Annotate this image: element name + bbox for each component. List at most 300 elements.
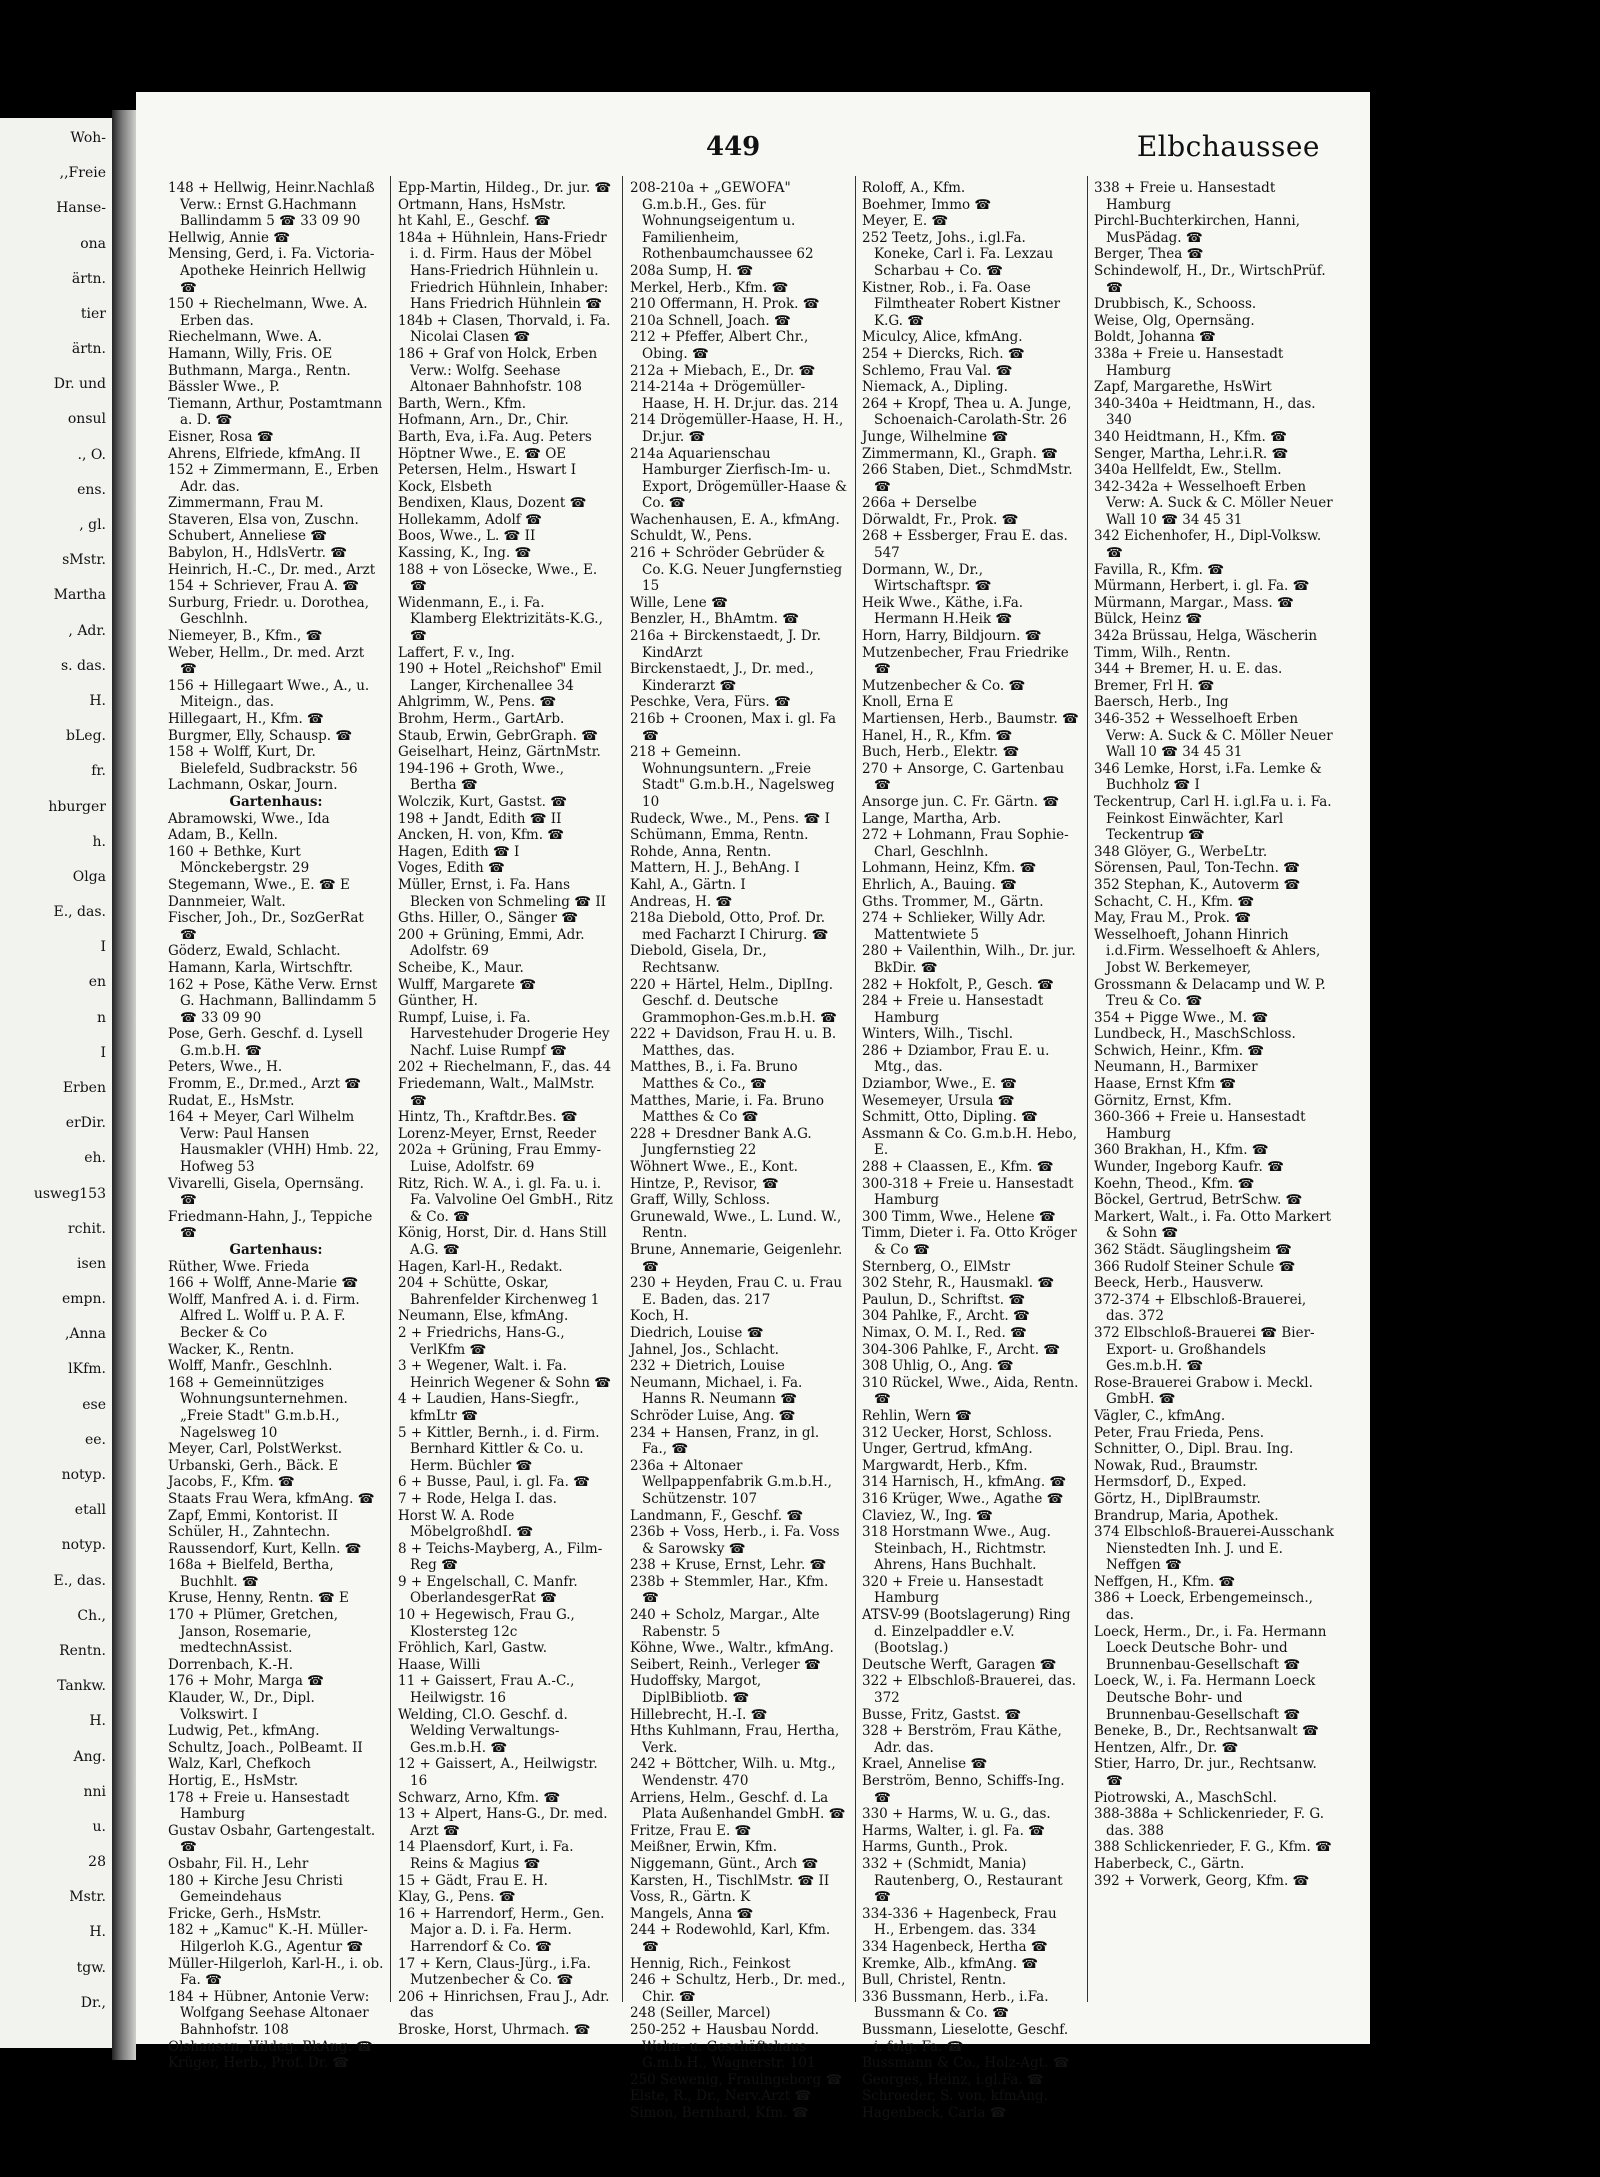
directory-entry: 344 + Bremer, H. u. E. das. xyxy=(1094,661,1283,678)
directory-entry: Kassing, K., Ing. ☎ xyxy=(398,545,532,562)
directory-entry: Roloff, A., Kfm. xyxy=(862,180,966,196)
directory-entry: Loeck, W., i. Fa. Hermann Loeck Deutsche Bohr- und Brunnenbau-Gesellschaft ☎ xyxy=(1094,1673,1316,1723)
directory-entry: Böckel, Gertrud, BetrSchw. ☎ xyxy=(1094,1192,1303,1209)
directory-entry: Göderz, Ewald, Schlacht. xyxy=(168,943,341,960)
directory-entry: Niemeyer, B., Kfm., ☎ xyxy=(168,628,323,645)
directory-entry: Horn, Harry, Bildjourn. ☎ xyxy=(862,628,1042,645)
directory-entry: Laffert, F. v., Ing. xyxy=(398,644,515,661)
directory-entry: 342-342a + Wesselhoeft Erben Verw: A. Suck & C. Möller Neuer Wall 10 ☎ 34 45 31 xyxy=(1094,478,1333,528)
directory-entry: Boos, Wwe., L. ☎ II xyxy=(398,528,536,545)
directory-entry: 342a Brüssau, Helga, Wäscherin xyxy=(1094,628,1318,645)
directory-column-1 xyxy=(168,180,384,2072)
directory-entry: Schwarz, Arno, Kfm. ☎ xyxy=(398,1789,561,1806)
directory-entry: 252 Teetz, Johs., i.gl.Fa. Koneke, Carl i. Fa. Lexzau Scharbau + Co. ☎ xyxy=(862,229,1054,279)
directory-entry: 188 + von Lösecke, Wwe., E. ☎ xyxy=(398,561,598,595)
directory-entry: Fischer, Joh., Dr., SozGerRat ☎ xyxy=(168,910,364,943)
directory-entry: 180 + Kirche Jesu Christi Gemeindehaus xyxy=(168,1872,343,1906)
directory-entry: Bussmann & Co., Holz-Agt. ☎ xyxy=(862,2055,1070,2072)
directory-entry: Barth, Wern., Kfm. xyxy=(398,395,527,412)
directory-entry: Ludwig, Pet., kfmAng. xyxy=(168,1723,320,1740)
directory-entry: Niemack, A., Dipling. xyxy=(862,379,1008,396)
directory-entry: Brohm, Herm., GartArb. xyxy=(398,711,565,727)
directory-entry: 310 Rückel, Wwe., Aida, Rentn. ☎ xyxy=(862,1374,1079,1408)
directory-entry: 232 + Dietrich, Louise xyxy=(630,1358,785,1375)
directory-entry: Lachmann, Oskar, Journ. xyxy=(168,777,338,794)
directory-entry: Krael, Annelise ☎ xyxy=(862,1756,988,1773)
directory-entry: 346-352 + Wesselhoeft Erben Verw: A. Suck & C. Möller Neuer Wall 10 ☎ 34 45 31 xyxy=(1094,711,1333,761)
directory-entry: Gartenhaus: xyxy=(229,793,323,810)
directory-entry: 9 + Engelschall, C. Manfr. OberlandesgerRat ☎ xyxy=(398,1573,578,1607)
directory-entry: 214 Drögemüller-Haase, H. H., Dr.jur. ☎ xyxy=(630,412,844,445)
directory-entry: Wolff, Manfr., Geschlnh. xyxy=(168,1358,333,1375)
directory-entry: Rüther, Wwe. Frieda xyxy=(168,1258,310,1275)
directory-entry: Wunder, Ingeborg Kaufr. ☎ xyxy=(1094,1159,1284,1176)
directory-entry: Ancken, H. von, Kfm. ☎ xyxy=(398,827,565,844)
directory-entry: 6 + Busse, Paul, i. gl. Fa. ☎ xyxy=(398,1474,590,1491)
directory-entry: Weber, Hellm., Dr. med. Arzt ☎ xyxy=(168,644,365,678)
directory-entry: ht Kahl, E., Geschf. ☎ xyxy=(398,213,551,230)
directory-entry: 242 + Böttcher, Wilh. u. Mtg., Wendenstr. 470 xyxy=(630,1756,836,1789)
facing-page-text: en xyxy=(88,974,106,990)
directory-entry: Wulff, Margarete ☎ xyxy=(398,976,537,993)
directory-entry: 340a Hellfeldt, Ew., Stellm. xyxy=(1094,462,1282,479)
directory-entry: 15 + Gädt, Frau E. H. xyxy=(398,1872,548,1889)
facing-page-text: Rentn. xyxy=(59,1643,106,1659)
facing-page-text: notyp. xyxy=(61,1467,106,1483)
directory-entry: Zapf, Margarethe, HsWirt xyxy=(1094,379,1272,396)
directory-entry: Drubbisch, K., Schooss. xyxy=(1094,296,1257,313)
directory-entry: Ritz, Rich. W. A., i. gl. Fa. u. i. Fa. Valvoline Oel GmbH., Ritz & Co. ☎ xyxy=(398,1175,613,1225)
directory-entry: Buch, Herb., Elektr. ☎ xyxy=(862,744,1020,761)
directory-entry: 236a + Altonaer Wellpappenfabrik G.m.b.H., Schützenstr. 107 xyxy=(630,1457,832,1507)
directory-entry: Merkel, Herb., Kfm. ☎ xyxy=(630,279,789,296)
directory-entry: 272 + Lohmann, Frau Sophie-Charl, Geschlnh. xyxy=(862,827,1069,860)
directory-entry: 3 + Wegener, Walt. i. Fa. Heinrich Wegener & Sohn ☎ xyxy=(398,1358,612,1391)
directory-entry: Wesselhoeft, Johann Hinrich i.d.Firm. Wesselhoeft & Ahlers, Jobst W. Berkemeyer, xyxy=(1094,926,1321,976)
directory-entry: Schüler, H., Zahntechn. xyxy=(168,1524,331,1541)
directory-entry: Bülck, Heinz ☎ xyxy=(1094,611,1203,628)
directory-entry: Zimmermann, Frau M. xyxy=(168,495,324,512)
facing-page-text: Ch., xyxy=(77,1608,106,1624)
directory-entry: Simon, Bernhard, Kfm. ☎ xyxy=(630,2104,809,2121)
directory-entry: Hillebrecht, H.-I. ☎ xyxy=(630,1706,768,1723)
directory-entry: Voges, Edith ☎ xyxy=(398,860,505,877)
directory-entry: Hortig, E., HsMstr. xyxy=(168,1773,299,1789)
directory-entry: 340 Heidtmann, H., Kfm. ☎ xyxy=(1094,428,1287,445)
facing-page-text: E., das. xyxy=(53,904,106,920)
directory-entry: Jacobs, F., Kfm. ☎ xyxy=(168,1474,295,1491)
facing-page-text: Olga xyxy=(72,869,106,885)
facing-page-text: Dr. und xyxy=(53,376,106,392)
directory-entry: 17 + Kern, Claus-Jürg., i.Fa. Mutzenbecher & Co. ☎ xyxy=(398,1955,591,1989)
facing-page-text: tgw. xyxy=(76,1960,106,1976)
directory-entry: 186 + Graf von Holck, Erben Verw.: Wolfg. Seehase Altonaer Bahnhofstr. 108 xyxy=(398,345,598,396)
directory-entry: 308 Uhlig, O., Ang. ☎ xyxy=(862,1358,1014,1375)
directory-entry: 5 + Kittler, Bernh., i. d. Firm. Bernhard Kittler & Co. u. Herm. Büchler ☎ xyxy=(398,1424,600,1474)
directory-entry: Hintze, P., Revisor, ☎ xyxy=(630,1175,779,1192)
directory-entry: Buthmann, Marga., Rentn. xyxy=(168,362,351,379)
directory-entry: 284 + Freie u. Hansestadt Hamburg xyxy=(862,993,1044,1026)
directory-entry: Karsten, H., TischlMstr. ☎ II xyxy=(630,1872,830,1889)
directory-entry: Knoll, Erna E xyxy=(862,694,954,711)
directory-entry: 250-252 + Hausbau Nordd. Wohn- u. Geschäftshaus G.m.b.H., Wagnerstr. 101 xyxy=(630,2021,820,2072)
directory-entry: Neffgen, H., Kfm. ☎ xyxy=(1094,1573,1236,1590)
directory-entry: Meyer, E. ☎ xyxy=(862,213,949,230)
directory-entry: 312 Uecker, Horst, Schloss. xyxy=(862,1424,1053,1441)
directory-entry: 274 + Schlieker, Willy Adr. Mattentwiete 5 xyxy=(862,910,1046,943)
directory-entry: Ahlgrimm, W., Pens. ☎ xyxy=(398,694,557,711)
directory-entry: Birckenstaedt, J., Dr. med., Kinderarzt ☎ xyxy=(630,661,814,694)
directory-entry: Zimmermann, Kl., Graph. ☎ xyxy=(862,445,1058,462)
directory-entry: Heik Wwe., Käthe, i.Fa. Hermann H.Heik ☎ xyxy=(862,594,1024,628)
directory-page xyxy=(136,92,1370,2121)
directory-entry: 366 Rudolf Steiner Schule ☎ xyxy=(1094,1258,1296,1275)
directory-entry: Senger, Martha, Lehr.i.R. ☎ xyxy=(1094,445,1289,462)
directory-entry: Friedemann, Walt., MalMstr. ☎ xyxy=(398,1076,595,1109)
directory-entry: Schröder Luise, Ang. ☎ xyxy=(630,1407,796,1424)
directory-entry: Neumann, Else, kfmAng. xyxy=(398,1308,569,1325)
directory-entry: 386 + Loeck, Erbengemeinsch., das. xyxy=(1094,1590,1313,1624)
directory-entry: 268 + Essberger, Frau E. das. 547 xyxy=(862,528,1068,562)
directory-entry: Görnitz, Ernst, Kfm. xyxy=(1094,1092,1232,1109)
directory-entry: Neumann, H., Barmixer xyxy=(1094,1059,1258,1076)
facing-page-text: I xyxy=(100,1045,106,1061)
directory-entry: Matthes, B., i. Fa. Bruno Matthes & Co., ☎ xyxy=(630,1059,798,1093)
directory-entry: 318 Horstmann Wwe., Aug. Steinbach, H., Richtmstr. Ahrens, Hans Buchhalt. xyxy=(862,1524,1051,1574)
facing-page-text: rchit. xyxy=(67,1221,106,1237)
directory-entry: Wöhnert Wwe., E., Kont. xyxy=(630,1159,798,1176)
directory-entry: Bässler Wwe., P. xyxy=(168,379,280,396)
directory-entry: 210a Schnell, Joach. ☎ xyxy=(630,312,791,329)
directory-entry: Görtz, H., DiplBraumstr. xyxy=(1094,1490,1261,1507)
directory-entry: Raussendorf, Kurt, Kelln. ☎ xyxy=(168,1540,362,1557)
directory-entry: 288 + Claassen, E., Kfm. ☎ xyxy=(862,1159,1054,1176)
directory-entry: 160 + Bethke, Kurt Mönckebergstr. 29 xyxy=(168,843,310,877)
directory-entry: Sternberg, O., ElMstr xyxy=(862,1258,1011,1275)
directory-entry: Hanel, H., R., Kfm. ☎ xyxy=(862,727,1013,744)
directory-entry: Lohmann, Heinz, Kfm. ☎ xyxy=(862,860,1037,877)
directory-entry: Hollekamm, Adolf ☎ xyxy=(398,511,542,528)
facing-page-text: bLeg. xyxy=(66,728,106,744)
directory-entry: Rudeck, Wwe., M., Pens. ☎ I xyxy=(630,810,830,827)
facing-page-text: ens. xyxy=(77,482,106,498)
directory-entry: 12 + Gaissert, A., Heilwigstr. 16 xyxy=(398,1756,598,1789)
directory-entry: Ansorge jun. C. Fr. Gärtn. ☎ xyxy=(862,793,1060,810)
directory-entry: Teckentrup, Carl H. i.gl.Fa u. i. Fa. Feinkost Einwächter, Karl Teckentrup ☎ xyxy=(1094,793,1332,844)
directory-entry: 238b + Stemmler, Har., Kfm. ☎ xyxy=(630,1573,829,1607)
directory-entry: Bendixen, Klaus, Dozent ☎ xyxy=(398,495,587,512)
directory-entry: Schacht, C. H., Kfm. ☎ xyxy=(1094,893,1255,910)
directory-entry: Neumann, Michael, i. Fa. Hanns R. Neumann ☎ xyxy=(630,1374,803,1408)
directory-entry: 320 + Freie u. Hansestadt Hamburg xyxy=(862,1573,1044,1607)
directory-entry: 254 + Diercks, Rich. ☎ xyxy=(862,345,1025,362)
directory-entry: 352 Stephan, K., Autoverm ☎ xyxy=(1094,876,1301,893)
directory-entry: 190 + Hotel „Reichshof" Emil Langer, Kirchenallee 34 xyxy=(398,661,602,694)
facing-page-text: notyp. xyxy=(61,1537,106,1553)
directory-entry: 300 Timm, Wwe., Helene ☎ xyxy=(862,1208,1056,1225)
directory-entry: Berger, Thea ☎ xyxy=(1094,246,1204,263)
facing-page-text: ., O. xyxy=(77,447,106,463)
directory-entry: 322 + Elbschloß-Brauerei, das. 372 xyxy=(862,1673,1077,1707)
directory-entry: 220 + Härtel, Helm., DiplIng. Geschf. d. Deutsche Grammophon-Ges.m.b.H. ☎ xyxy=(630,976,837,1026)
directory-entry: 338a + Freie u. Hansestadt Hamburg xyxy=(1094,345,1284,379)
directory-entry: Dörwaldt, Fr., Prok. ☎ xyxy=(862,511,1019,528)
directory-entry: 244 + Rodewohld, Karl, Kfm. ☎ xyxy=(630,1922,831,1955)
facing-page-text: n xyxy=(96,1010,106,1026)
directory-entry: Diedrich, Louise ☎ xyxy=(630,1324,764,1341)
directory-entry: Heinrich, H.-C., Dr. med., Arzt xyxy=(168,561,376,578)
facing-page-text: Dr., xyxy=(80,1995,106,2011)
directory-entry: 7 + Rode, Helga I. das. xyxy=(398,1490,557,1507)
directory-entry: Müller, Ernst, i. Fa. Hans Blecken von Schmeling ☎ II xyxy=(398,876,607,910)
facing-page-text: lKfm. xyxy=(68,1361,106,1377)
facing-page-text: ärtn. xyxy=(71,271,106,287)
column-rule xyxy=(855,176,856,2002)
directory-entry: Margwardt, Herb., Kfm. xyxy=(862,1457,1028,1474)
directory-entry: Epp-Martin, Hildeg., Dr. jur. ☎ xyxy=(398,180,612,196)
facing-page-text: I xyxy=(100,939,106,955)
directory-entry: Schuldt, W., Pens. xyxy=(630,528,752,545)
directory-entry: Babylon, H., HdlsVertr. ☎ xyxy=(168,545,348,562)
directory-entry: Rumpf, Luise, i. Fa. Harvestehuder Drogerie Hey Nachf. Luise Rumpf ☎ xyxy=(398,1009,610,1059)
facing-page-text: etall xyxy=(74,1502,106,1518)
directory-entry: Pirchl-Buchterkirchen, Hanni, MusPädag. ☎ xyxy=(1094,213,1301,246)
directory-entry: Barth, Eva, i.Fa. Aug. Peters xyxy=(398,428,592,445)
directory-entry: Kistner, Rob., i. Fa. Oase Filmtheater Robert Kistner K.G. ☎ xyxy=(862,279,1061,329)
directory-entry: 264 + Kropf, Thea u. A. Junge, Schoenaich-Carolath-Str. 26 xyxy=(862,395,1072,429)
directory-entry: 168 + Gemeinnütziges Wohnungsunternehmen. „Freie Stadt" G.m.b.H., Nagelsweg 10 xyxy=(168,1374,348,1441)
directory-entry: Wolczik, Kurt, Gastst. ☎ xyxy=(398,793,568,810)
directory-entry: 240 + Scholz, Margar., Alte Rabenstr. 5 xyxy=(630,1607,820,1640)
directory-entry: Loeck, Herm., Dr., i. Fa. Hermann Loeck Deutsche Bohr- und Brunnenbau-Gesellschaft ☎ xyxy=(1094,1623,1327,1673)
directory-entry: 184 + Hübner, Antonie Verw: Wolfgang Seehase Altonaer Bahnhofstr. 108 xyxy=(168,1988,370,2038)
directory-entry: Meißner, Erwin, Kfm. xyxy=(630,1839,778,1856)
directory-entry: 218 + Gemeinn. Wohnungsuntern. „Freie Stadt" G.m.b.H., Nagelsweg 10 xyxy=(630,744,835,810)
directory-entry: 166 + Wolff, Anne-Marie ☎ xyxy=(168,1275,359,1292)
directory-entry: 212a + Miebach, E., Dr. ☎ xyxy=(630,362,816,379)
directory-entry: 354 + Pigge Wwe., M. ☎ xyxy=(1094,1009,1269,1026)
directory-entry: 212 + Pfeffer, Albert Chr., Obing. ☎ xyxy=(630,329,809,362)
directory-entry: Grunewald, Wwe., L. Lund. W., Rentn. xyxy=(630,1208,842,1242)
directory-entry: 334-336 + Hagenbeck, Frau H., Erbengem. das. 334 xyxy=(862,1905,1057,1939)
directory-entry: Schnitter, O., Dipl. Brau. Ing. xyxy=(1094,1441,1294,1458)
directory-entry: 304 Pahlke, F., Archt. ☎ xyxy=(862,1308,1030,1325)
directory-entry: Deutsche Werft, Garagen ☎ xyxy=(862,1656,1057,1673)
directory-entry: 164 + Meyer, Carl Wilhelm Verw: Paul Hansen Hausmakler (VHH) Hmb. 22, Hofweg 53 xyxy=(168,1109,379,1176)
directory-entry: Mensing, Gerd, i. Fa. Victoria-Apotheke Heinrich Hellwig ☎ xyxy=(168,246,375,296)
directory-entry: Stier, Harro, Dr. jur., Rechtsanw. ☎ xyxy=(1094,1756,1317,1789)
directory-entry: Gustav Osbahr, Gartengestalt. ☎ xyxy=(168,1822,376,1856)
directory-entry: 178 + Freie u. Hansestadt Hamburg xyxy=(168,1789,350,1823)
directory-entry: Nowak, Rud., Braumstr. xyxy=(1094,1457,1259,1474)
directory-entry: Staveren, Elsa von, Zuschn. xyxy=(168,511,359,528)
directory-entry: 162 + Pose, Käthe Verw. Ernst G. Hachmann, Ballindamm 5 ☎ 33 09 90 xyxy=(168,976,378,1026)
directory-entry: 374 Elbschloß-Brauerei-Ausschank Nienstedten Inh. J. und E. Neffgen ☎ xyxy=(1094,1524,1334,1574)
facing-page-text: ,,Freie xyxy=(59,165,106,181)
directory-entry: 222 + Davidson, Frau H. u. B. Matthes, das. xyxy=(630,1026,837,1059)
directory-entry: Berström, Benno, Schiffs-Ing. ☎ xyxy=(862,1773,1065,1806)
directory-entry: Junge, Wilhelmine ☎ xyxy=(862,428,1009,445)
directory-entry: Beeck, Herb., Hausverw. xyxy=(1094,1275,1264,1292)
directory-entry: Haase, Ernst Kfm ☎ xyxy=(1094,1076,1237,1093)
directory-entry: Osbahr, Fil. H., Lehr xyxy=(168,1855,309,1872)
directory-entry: 330 + Harms, W. u. G., das. xyxy=(862,1806,1051,1823)
directory-entry: Brune, Annemarie, Geigenlehr. ☎ xyxy=(630,1242,843,1275)
facing-page-text: H. xyxy=(89,693,106,709)
directory-entry: 362 Städt. Säuglingsheim ☎ xyxy=(1094,1242,1292,1258)
facing-page-text: 28 xyxy=(88,1854,106,1870)
directory-entry: 204 + Schütte, Oskar, Bahrenfelder Kirchenweg 1 xyxy=(398,1275,600,1308)
directory-entry: 154 + Schriever, Frau A. ☎ xyxy=(168,578,360,595)
directory-entry: Hentzen, Alfr., Dr. ☎ xyxy=(1094,1739,1239,1756)
directory-column-2 xyxy=(398,180,614,2038)
directory-entry: Boldt, Johanna ☎ xyxy=(1094,329,1216,346)
directory-entry: Adam, B., Kelln. xyxy=(168,827,278,844)
directory-entry: Riechelmann, Wwe. A. xyxy=(168,329,322,346)
directory-entry: Hellwig, Annie ☎ xyxy=(168,229,291,246)
directory-entry: 250 Sewenig, Fraulngeborg ☎ xyxy=(630,2071,843,2088)
directory-entry: 266 Staben, Diet., SchmdMstr. ☎ xyxy=(862,462,1073,495)
directory-entry: Hagenbeck, Carla ☎ xyxy=(862,2104,1007,2121)
directory-entry: Widenmann, E., i. Fa. Klamberg Elektrizitäts-K.G., ☎ xyxy=(398,594,603,645)
directory-entry: Schmitt, Otto, Dipling. ☎ xyxy=(862,1109,1038,1126)
directory-entry: 302 Stehr, R., Hausmakl. ☎ xyxy=(862,1275,1055,1292)
directory-entry: Markert, Walt., i. Fa. Otto Markert & Sohn ☎ xyxy=(1094,1208,1332,1242)
directory-entry: Peters, Wwe., H. xyxy=(168,1059,283,1076)
directory-entry: 360-366 + Freie u. Hansestadt Hamburg xyxy=(1094,1109,1306,1142)
directory-entry: Lorenz-Meyer, Ernst, Reeder xyxy=(398,1125,597,1142)
directory-entry: 170 + Plümer, Gretchen, Janson, Rosemarie, medtechnAssist. xyxy=(168,1607,338,1657)
directory-entry: 200 + Grüning, Emmi, Adr. Adolfstr. 69 xyxy=(398,926,585,960)
directory-entry: Weise, Olg, Opernsäng. xyxy=(1094,312,1255,329)
directory-entry: Kock, Elsbeth xyxy=(398,478,493,495)
directory-column-4 xyxy=(862,180,1080,2121)
facing-page-text: h. xyxy=(92,834,106,850)
facing-page-text: erDir. xyxy=(65,1115,106,1131)
directory-entry: Broske, Horst, Uhrmach. ☎ xyxy=(398,2021,591,2038)
directory-entry: Welding, Cl.O. Geschf. d. Welding Verwaltungs-Ges.m.b.H. ☎ xyxy=(398,1706,568,1756)
directory-entry: May, Frau M., Prok. ☎ xyxy=(1094,910,1252,927)
directory-entry: Diebold, Gisela, Dr., Rechtsanw. xyxy=(630,943,767,976)
directory-entry: Wachenhausen, E. A., kfmAng. xyxy=(630,511,840,528)
directory-entry: Wille, Lene ☎ xyxy=(630,594,728,611)
directory-entry: Klay, G., Pens. ☎ xyxy=(398,1889,516,1906)
directory-entry: 228 + Dresdner Bank A.G. Jungfernstieg 22 xyxy=(630,1125,812,1159)
directory-entry: 246 + Schultz, Herb., Dr. med., Chir. ☎ xyxy=(630,1972,846,2005)
directory-entry: Abramowski, Wwe., Ida xyxy=(168,810,330,827)
directory-entry: Peschke, Vera, Fürs. ☎ xyxy=(630,694,791,711)
directory-entry: Sörensen, Paul, Ton-Techn. ☎ xyxy=(1094,860,1300,877)
facing-page-text: ona xyxy=(80,236,106,252)
column-rule xyxy=(622,176,623,2002)
directory-entry: Vivarelli, Gisela, Opernsäng. ☎ xyxy=(168,1175,364,1209)
directory-entry: Burgmer, Elly, Schausp. ☎ xyxy=(168,727,353,744)
directory-entry: 234 + Hansen, Franz, in gl. Fa., ☎ xyxy=(630,1424,820,1458)
directory-entry: Ahrens, Elfriede, kfmAng. II xyxy=(168,445,361,462)
directory-entry: 210 Offermann, H. Prok. ☎ xyxy=(630,296,820,313)
directory-entry: Schroeder, S. von, kfmAng. xyxy=(862,2088,1048,2105)
directory-entry: Mürmann, Margar., Mass. ☎ xyxy=(1094,594,1294,611)
directory-entry: Piotrowski, A., MaschSchl. xyxy=(1094,1789,1277,1806)
directory-entry: Zapf, Emmi, Kontorist. II xyxy=(168,1507,338,1524)
directory-entry: Schultz, Joach., PolBeamt. II xyxy=(168,1739,363,1756)
directory-entry: Geiselhart, Heinz, GärtnMstr. xyxy=(398,744,601,761)
directory-entry: Friedmann-Hahn, J., Teppiche ☎ xyxy=(168,1208,373,1242)
directory-entry: Wolff, Manfred A. i. d. Firm. Alfred L. Wolff u. P. A. F. Becker & Co xyxy=(168,1291,360,1341)
book-gutter xyxy=(112,110,136,2060)
directory-entry: 236b + Voss, Herb., i. Fa. Voss & Sarowsky ☎ xyxy=(630,1524,840,1557)
directory-entry: Hagen, Edith ☎ I xyxy=(398,843,520,860)
directory-entry: 342 Eichenhofer, H., Dipl-Volksw. ☎ xyxy=(1094,528,1322,562)
directory-entry: Kahl, A., Gärtn. I xyxy=(630,876,746,893)
facing-page-text: eh. xyxy=(84,1150,106,1166)
directory-entry: Timm, Dieter i. Fa. Otto Kröger & Co ☎ xyxy=(862,1225,1077,1258)
directory-entry: 168a + Bielfeld, Bertha, Buchhlt. ☎ xyxy=(168,1557,334,1590)
facing-page-text: isen xyxy=(77,1256,106,1272)
directory-entry: 334 Hagenbeck, Hertha ☎ xyxy=(862,1938,1048,1955)
directory-entry: 372 Elbschloß-Brauerei ☎ Bier-Export- u. Großhandels Ges.m.b.H. ☎ xyxy=(1094,1324,1315,1375)
directory-entry: Meyer, Carl, PolstWerkst. xyxy=(168,1441,343,1458)
directory-entry: Ortmann, Hans, HsMstr. xyxy=(398,196,566,213)
directory-entry: Staats Frau Wera, kfmAng. ☎ xyxy=(168,1490,375,1507)
directory-entry: 198 + Jandt, Edith ☎ II xyxy=(398,810,562,827)
directory-entry: 336 Bussmann, Herb., i.Fa. Bussmann & Co. ☎ xyxy=(862,1988,1049,2022)
directory-entry: 304-306 Pahlke, F., Archt. ☎ xyxy=(862,1341,1061,1358)
directory-entry: Fromm, E., Dr.med., Arzt ☎ xyxy=(168,1076,362,1093)
directory-entry: Dziambor, Wwe., E. ☎ xyxy=(862,1076,1017,1093)
facing-page-text: ärtn. xyxy=(71,341,106,357)
directory-entry: 280 + Vailenthin, Wilh., Dr. jur. BkDir. ☎ xyxy=(862,943,1076,976)
directory-entry: Hofmann, Arn., Dr., Chir. xyxy=(398,412,569,429)
directory-entry: Fricke, Gerh., HsMstr. xyxy=(168,1905,322,1922)
directory-entry: Tiemann, Arthur, Postamtmann a. D. ☎ xyxy=(168,395,383,429)
directory-entry: 266a + Derselbe xyxy=(862,495,977,512)
directory-entry: Hintz, Th., Kraftdr.Bes. ☎ xyxy=(398,1109,578,1126)
directory-entry: Hagen, Karl-H., Redakt. xyxy=(398,1258,563,1275)
directory-entry: 158 + Wolff, Kurt, Dr. Bielefeld, Sudbrackstr. 56 xyxy=(168,744,358,777)
directory-entry: Bull, Christel, Rentn. xyxy=(862,1972,1007,1989)
directory-entry: Voss, R., Gärtn. K xyxy=(630,1889,751,1906)
directory-entry: 248 (Seiller, Marcel) xyxy=(630,2005,771,2022)
directory-entry: 372-374 + Elbschloß-Brauerei, das. 372 xyxy=(1094,1291,1307,1325)
directory-entry: Bremer, Frl H. ☎ xyxy=(1094,677,1215,694)
directory-entry: Horst W. A. Rode MöbelgroßhdI. ☎ xyxy=(398,1507,534,1541)
directory-entry: 316 Krüger, Wwe., Agathe ☎ xyxy=(862,1490,1064,1507)
directory-entry: Schümann, Emma, Rentn. xyxy=(630,827,809,844)
directory-entry: 238 + Kruse, Ernst, Lehr. ☎ xyxy=(630,1557,827,1574)
directory-entry: Claviez, W., Ing. ☎ xyxy=(862,1507,993,1524)
directory-entry: Hennig, Rich., Feinkost xyxy=(630,1955,791,1972)
directory-entry: Benzler, H., BhAmtm. ☎ xyxy=(630,611,800,628)
directory-entry: 282 + Hokfolt, P., Gesch. ☎ xyxy=(862,976,1054,993)
facing-page-text: onsul xyxy=(67,411,106,427)
directory-entry: Vägler, C., kfmAng. xyxy=(1094,1407,1226,1424)
directory-entry: 182 + „Kamuc" K.-H. Müller-Hilgerloh K.G., Agentur ☎ xyxy=(168,1922,368,1955)
directory-entry: 10 + Hegewisch, Frau G., Klostersteg 12c xyxy=(398,1607,575,1640)
directory-entry: Rudat, E., HsMstr. xyxy=(168,1092,295,1109)
directory-entry: Georges, Heinz, i.gl.Fa. ☎ xyxy=(862,2071,1044,2088)
directory-entry: 270 + Ansorge, C. Gartenbau ☎ xyxy=(862,760,1065,794)
directory-entry: Kremke, Alb., kfmAng. ☎ xyxy=(862,1955,1039,1972)
directory-entry: Koehn, Theod., Kfm. ☎ xyxy=(1094,1175,1255,1192)
column-rule xyxy=(390,176,391,2002)
directory-entry: Rohde, Anna, Rentn. xyxy=(630,843,772,860)
facing-page-text: Hanse- xyxy=(56,200,106,216)
directory-entry: Staub, Erwin, GebrGraph. ☎ xyxy=(398,727,598,744)
facing-page-text: , gl. xyxy=(79,517,106,533)
directory-entry: Surburg, Friedr. u. Dorothea, Geschlnh. xyxy=(168,594,369,628)
directory-entry: Brandrup, Maria, Apothek. xyxy=(1094,1507,1279,1524)
